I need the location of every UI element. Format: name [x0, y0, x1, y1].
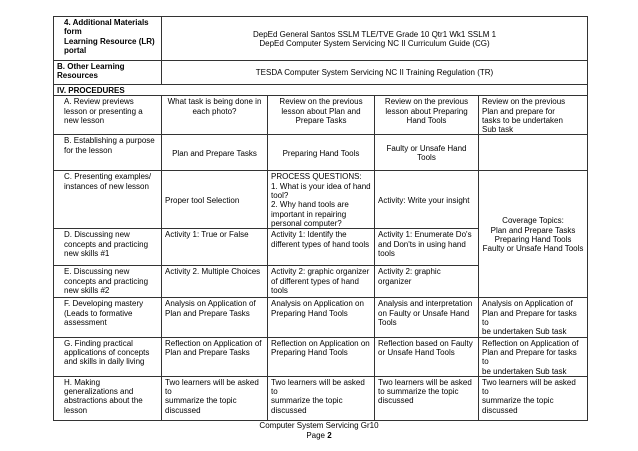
table-cell: What task is being done in each photo?	[162, 96, 268, 135]
row-label: B. Other Learning Resources	[54, 61, 162, 85]
table-cell: Activity 1: Enumerate Do's and Don'ts in using hand tools	[375, 229, 479, 266]
table-cell: Reflection on Application of Plan and Prepare for tasks to be undertaken Sub task	[479, 337, 588, 376]
table-cell: Reflection on Application of Plan and Prepare Tasks	[162, 337, 268, 376]
table-cell: PROCESS QUESTIONS: 1. What is your idea of hand tool? 2. Why hand tools are important in repairing personal computer?	[268, 171, 375, 229]
table-cell: Faulty or Unsafe Hand Tools	[375, 135, 479, 171]
table-row	[54, 61, 588, 85]
table-cell: Proper tool Selection	[162, 171, 268, 229]
table-row	[54, 298, 588, 337]
table-row	[54, 171, 588, 229]
row-label: D. Discussing new concepts and practicing new skills #1	[54, 229, 162, 266]
row-label: A. Review previews lesson or presenting a new lesson	[54, 96, 162, 135]
table-cell: Analysis and interpretation on Faulty or Unsafe Hand Tools	[375, 298, 479, 337]
table-cell: Reflection based on Faulty or Unsafe Hand Tools	[375, 337, 479, 376]
table-cell: Reflection on Application on Preparing Hand Tools	[268, 337, 375, 376]
row-label: 4. Additional Materials form Learning Resource (LR) portal	[54, 17, 162, 61]
table-row	[54, 96, 588, 135]
table-cell: Activity 1: True or False	[162, 229, 268, 266]
table-row	[54, 135, 588, 171]
table-cell: Activity 2. Multiple Choices	[162, 266, 268, 298]
lesson-plan-table	[53, 16, 588, 421]
coverage-topics-cell: Coverage Topics: Plan and Prepare Tasks Preparing Hand Tools Faulty or Unsafe Hand Tools	[479, 171, 588, 298]
page-label: Page	[306, 431, 325, 440]
table-cell: Two learners will be asked to summarize the topic discussed	[268, 376, 375, 420]
table-cell: Preparing Hand Tools	[268, 135, 375, 171]
table-row	[54, 337, 588, 376]
table-cell: Review on the previous lesson about Plan and Prepare Tasks	[268, 96, 375, 135]
table-cell: Review on the previous lesson about Preparing Hand Tools	[375, 96, 479, 135]
row-label: G. Finding practical applications of concepts and skills in daily living	[54, 337, 162, 376]
row-label: F. Developing mastery (Leads to formative assessment	[54, 298, 162, 337]
table-row	[54, 376, 588, 420]
table-cell: Two learners will be asked to summarize the topic discussed	[375, 376, 479, 420]
table-cell: Analysis on Application of Plan and Prepare for tasks to be undertaken Sub task	[479, 298, 588, 337]
row-label: B. Establishing a purpose for the lesson	[54, 135, 162, 171]
table-cell: Plan and Prepare Tasks	[162, 135, 268, 171]
table-cell: Activity 2: graphic organizer	[375, 266, 479, 298]
section-heading: IV. PROCEDURES	[54, 85, 588, 96]
table-cell: Two learners will be asked to summarize the topic discussed	[479, 376, 588, 420]
page-number	[0, 431, 638, 441]
table-cell: Activity 2: graphic organizer of different types of hand tools	[268, 266, 375, 298]
table-cell: Two learners will be asked to summarize the topic discussed	[162, 376, 268, 420]
page-number-value: 2	[327, 431, 332, 440]
other-resources-cell: TESDA Computer System Servicing NC II Training Regulation (TR)	[162, 61, 588, 85]
table-row	[54, 17, 588, 61]
table-cell: Analysis on Application on Preparing Hand Tools	[268, 298, 375, 337]
table-cell: Activity 1: Identify the different types of hand tools	[268, 229, 375, 266]
table-cell: Analysis on Application of Plan and Prepare Tasks	[162, 298, 268, 337]
table-row	[54, 85, 588, 96]
row-label: H. Making generalizations and abstractions about the lesson	[54, 376, 162, 420]
row-label: C. Presenting examples/ instances of new lesson	[54, 171, 162, 229]
table-cell: Review on the previous Plan and prepare for tasks to be undertaken Sub task	[479, 96, 588, 135]
table-cell	[479, 135, 588, 171]
row-label: E. Discussing new concepts and practicing new skills #2	[54, 266, 162, 298]
table-cell: Activity: Write your insight	[375, 171, 479, 229]
footer-title: Computer System Servicing Gr10	[259, 421, 379, 430]
learning-resource-portal-cell: DepEd General Santos SSLM TLE/TVE Grade 10 Qtr1 Wk1 SSLM 1 DepEd Computer System Servicing NC II Curriculum Guide (CG)	[162, 17, 588, 61]
